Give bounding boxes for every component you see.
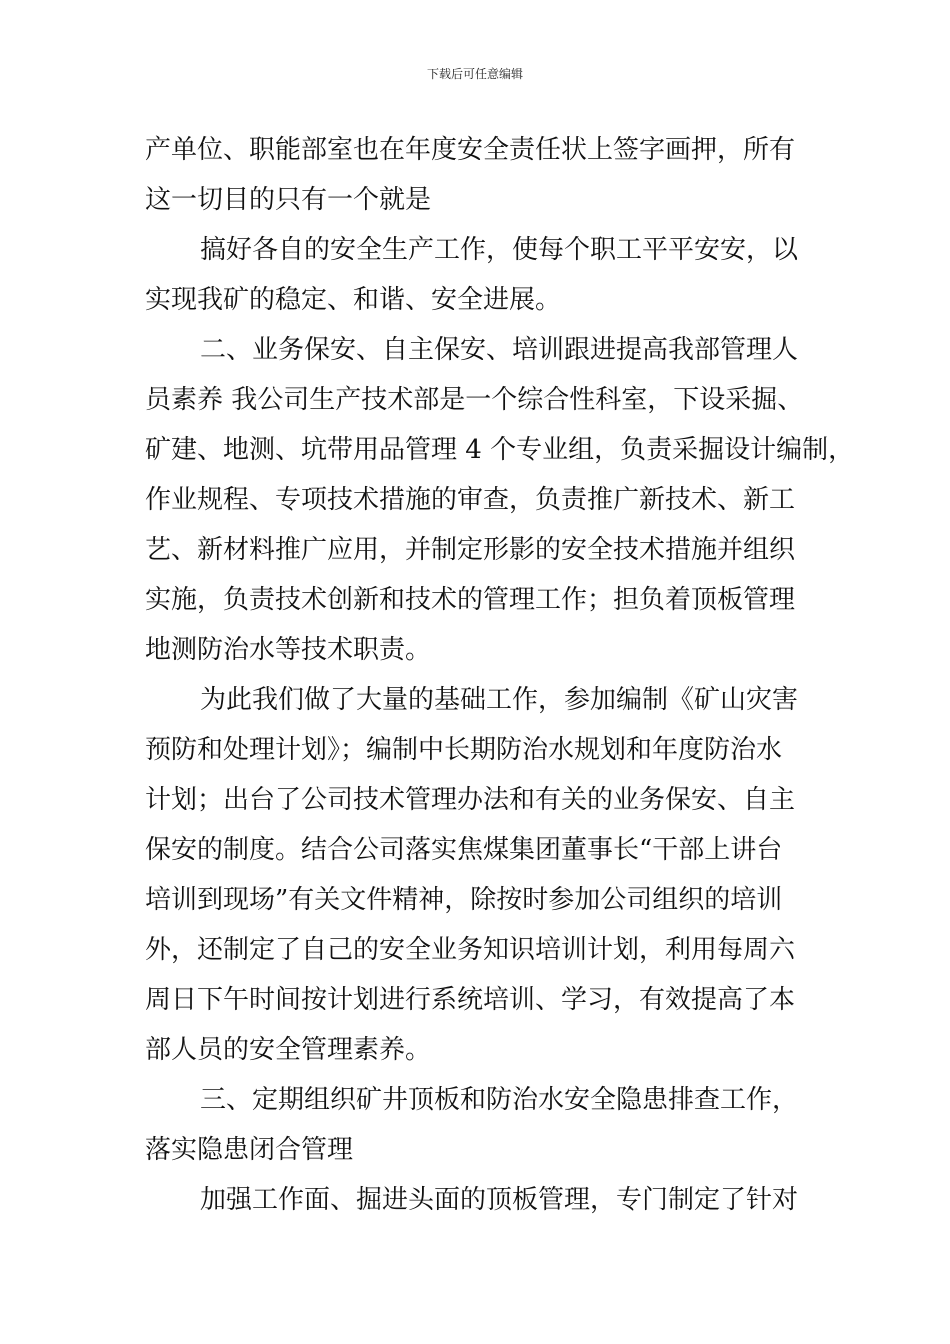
text-line: 培训到现场”有关文件精神，除按时参加公司组织的培训 [145, 885, 783, 915]
text-line: 二、业务保安、自主保安、培训跟进提高我部管理人 [200, 335, 799, 365]
text-line: 部人员的安全管理素养。 [145, 1035, 432, 1065]
text-line: 周日下午时间按计划进行系统培训、学习，有效提高了本 [145, 985, 796, 1015]
text-line: 保安的制度。结合公司落实焦煤集团董事长“干部上讲台 [145, 835, 783, 865]
text-line: 落实隐患闭合管理 [145, 1135, 354, 1165]
text-line: 计划；出台了公司技术管理办法和有关的业务保安、自主 [145, 785, 796, 815]
text-line: 搞好各自的安全生产工作，使每个职工平平安安，以 [200, 235, 799, 265]
document-body [145, 125, 855, 1225]
text-line: 为此我们做了大量的基础工作，参加编制《矿山灾害 [200, 685, 799, 715]
text-line: 加强工作面、掘进头面的顶板管理，专门制定了针对 [200, 1185, 799, 1215]
text-line: 这一切目的只有一个就是 [145, 185, 432, 215]
text-line: 作业规程、专项技术措施的审查，负责推广新技术、新工 [145, 485, 796, 515]
text-line: 员素养 我公司生产技术部是一个综合性科室，下设采掘、 [145, 385, 804, 415]
text-line: 外，还制定了自己的安全业务知识培训计划，利用每周六 [145, 935, 796, 965]
text-line: 实施，负责技术创新和技术的管理工作；担负着顶板管理 [145, 585, 796, 615]
text-line: 三、定期组织矿井顶板和防治水安全隐患排查工作， [200, 1085, 799, 1115]
text-line: 预防和处理计划》；编制中长期防治水规划和年度防治水 [145, 735, 783, 765]
page-header-note: 下载后可任意编辑 [426, 67, 523, 81]
text-line: 实现我矿的稳定、和谐、安全进展。 [145, 285, 562, 315]
text-line: 矿建、地测、坑带用品管理 4 个专业组，负责采掘设计编制， [145, 435, 855, 465]
text-line: 产单位、职能部室也在年度安全责任状上签字画押，所有 [145, 135, 796, 165]
text-line: 艺、新材料推广应用，并制定形影的安全技术措施并组织 [145, 535, 796, 565]
text-line: 地测防治水等技术职责。 [145, 635, 432, 665]
